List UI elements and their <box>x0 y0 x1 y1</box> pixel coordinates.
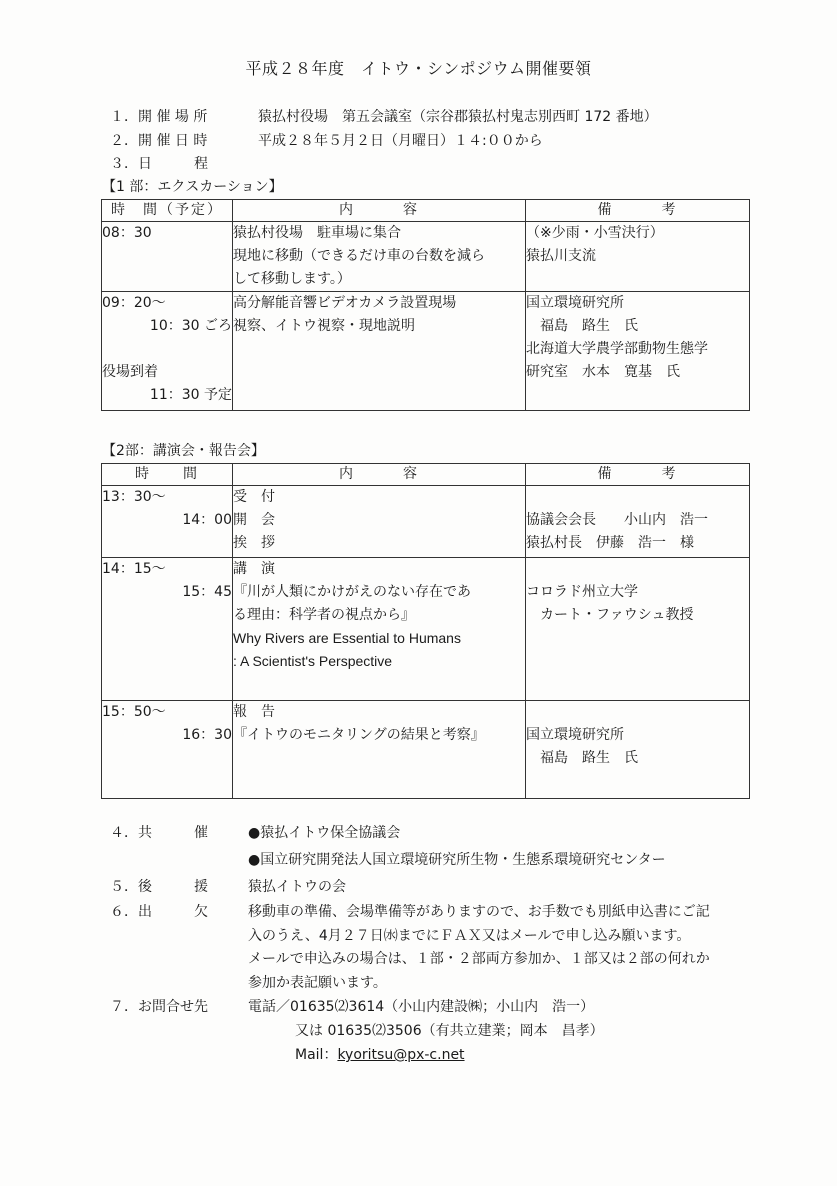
attend-line: 入のうえ、4月２７日㈬までにＦＡＸ又はメールで申し込み願います。 <box>248 928 691 944</box>
part2-row-2-notes <box>526 558 750 701</box>
content-line: 『川が人類にかけがえのない存在であ <box>233 584 471 600</box>
part1-header-notes: 備 考 <box>526 200 750 222</box>
content-line: して移動します。） <box>233 271 351 287</box>
support-label: ５．後 援 <box>110 879 208 895</box>
part2-table <box>101 463 750 799</box>
notes-line: （※少雨・小雪決行） <box>526 225 664 241</box>
content-line: 猿払村役場 駐車場に集合 <box>233 225 401 241</box>
notes-line: 猿払川支流 <box>526 248 596 264</box>
notes-line: 国立環境研究所 <box>526 727 624 743</box>
notes-line: 福島 路生 氏 <box>540 750 638 766</box>
attend-label: ６．出 欠 <box>110 904 208 920</box>
notes-line <box>526 558 749 581</box>
content-line: 高分解能音響ビデオカメラ設置現場 <box>233 295 457 311</box>
part1-table <box>101 199 750 411</box>
time-line: 14：00 <box>182 512 232 528</box>
part2-header-content: 内 容 <box>233 464 526 486</box>
part1-row-2-notes <box>526 292 750 411</box>
schedule-label: ３．日 程 <box>110 156 208 172</box>
contact-phone-1: 電話／01635⑵3614（小山内建設㈱；小山内 浩一） <box>248 999 595 1015</box>
part2-row-2-time <box>102 558 233 701</box>
content-line: : A Scientist's Perspective <box>233 653 393 669</box>
mail-prefix: Mail： <box>295 1047 338 1063</box>
notes-line <box>526 701 749 724</box>
notes-line: 福島 路生 氏 <box>540 318 638 334</box>
part1-heading: 【1 部：エクスカーション】 <box>102 179 283 195</box>
content-line: 開 会 <box>233 512 275 528</box>
part2-row-1 <box>102 486 750 558</box>
notes-line: 北海道大学農学部動物生態学 <box>526 341 708 357</box>
part1-row-1-time <box>102 222 233 292</box>
part1-row-2 <box>102 292 750 411</box>
notes-line: 協議会会長 小山内 浩一 <box>526 512 708 528</box>
part2-row-3-notes <box>526 701 750 799</box>
part2-row-1-time <box>102 486 233 558</box>
time-line: 16：30 <box>182 727 232 743</box>
part1-header-time: 時 間（予定） <box>102 200 233 222</box>
notes-line: カート・ファウシュ教授 <box>540 607 694 623</box>
cohost-label: ４．共 催 <box>110 825 208 841</box>
time-line: 11：30 予定 <box>149 387 232 403</box>
part2-row-2 <box>102 558 750 701</box>
venue-value: 猿払村役場 第五会議室（宗谷郡猿払村鬼志別西町 172 番地） <box>258 109 658 125</box>
date-label: ２．開 催 日 時 <box>110 133 208 149</box>
part2-row-1-content <box>233 486 526 558</box>
part1-header-content: 内 容 <box>233 200 526 222</box>
content-line: る理由：科学者の視点から』 <box>233 607 415 623</box>
time-line: 10：30 ごろ <box>149 318 232 334</box>
venue-label: １．開 催 場 所 <box>110 109 208 125</box>
part1-row-1-content <box>233 222 526 292</box>
notes-line: 研究室 水本 寛基 氏 <box>526 364 680 380</box>
time-line: 役場到着 <box>102 364 158 380</box>
content-line: 報 告 <box>233 704 275 720</box>
part2-row-2-content <box>233 558 526 701</box>
cohost-1: ●猿払イトウ保全協議会 <box>248 825 401 841</box>
content-line: 挨 拶 <box>233 535 275 551</box>
part2-row-1-notes <box>526 486 750 558</box>
part1-row-2-content <box>233 292 526 411</box>
part1-header-row <box>102 200 750 222</box>
time-line: 15：45 <box>182 584 232 600</box>
page-title: 平成２８年度 イトウ・シンポジウム開催要領 <box>245 59 592 78</box>
part1-row-1 <box>102 222 750 292</box>
time-line: 15：50～ <box>102 704 166 720</box>
part2-row-3-content <box>233 701 526 799</box>
content-line: 講 演 <box>233 561 275 577</box>
content-line: 受 付 <box>233 489 275 505</box>
part2-header-row <box>102 464 750 486</box>
part2-heading: 【2部：講演会・報告会】 <box>102 443 265 459</box>
contact-mail <box>295 1044 465 1064</box>
part1-row-1-notes <box>526 222 750 292</box>
time-line: 09：20～ <box>102 295 166 311</box>
content-line: 現地に移動（できるだけ車の台数を減ら <box>233 248 485 264</box>
mail-link[interactable]: kyoritsu@px-c.net <box>337 1047 465 1063</box>
time-line: 08：30 <box>102 225 152 241</box>
attend-line: メールで申込みの場合は、１部・２部両方参加か、１部又は２部の何れか <box>248 951 710 967</box>
content-line: 『イトウのモニタリングの結果と考察』 <box>233 727 485 743</box>
support-value: 猿払イトウの会 <box>248 879 346 895</box>
notes-line <box>526 486 749 509</box>
attend-line: 参加か表記願います。 <box>248 975 387 991</box>
contact-phone-2: 又は 01635⑵3506（有共立建業；岡本 昌孝） <box>295 1023 604 1039</box>
cohost-2: ●国立研究開発法人国立環境研究所生物・生態系環境研究センター <box>248 852 666 868</box>
part2-header-notes: 備 考 <box>526 464 750 486</box>
attend-line: 移動車の準備、会場準備等がありますので、お手数でも別紙申込書にご記 <box>248 904 710 920</box>
time-line: 14：15～ <box>102 561 166 577</box>
part2-row-3-time <box>102 701 233 799</box>
content-line: Why Rivers are Essential to Humans <box>233 630 461 646</box>
part2-row-3 <box>102 701 750 799</box>
time-line: 13：30～ <box>102 489 166 505</box>
content-line: 視察、イトウ視察・現地説明 <box>233 318 415 334</box>
part2-header-time: 時 間 <box>102 464 233 486</box>
notes-line: コロラド州立大学 <box>526 584 638 600</box>
part1-row-2-time <box>102 292 233 411</box>
contact-label: ７．お問合せ先 <box>110 999 208 1015</box>
notes-line: 国立環境研究所 <box>526 295 624 311</box>
date-value: 平成２８年５月２日（月曜日）１４:００から <box>258 133 543 149</box>
notes-line: 猿払村長 伊藤 浩一 様 <box>526 535 694 551</box>
time-line <box>102 338 232 361</box>
